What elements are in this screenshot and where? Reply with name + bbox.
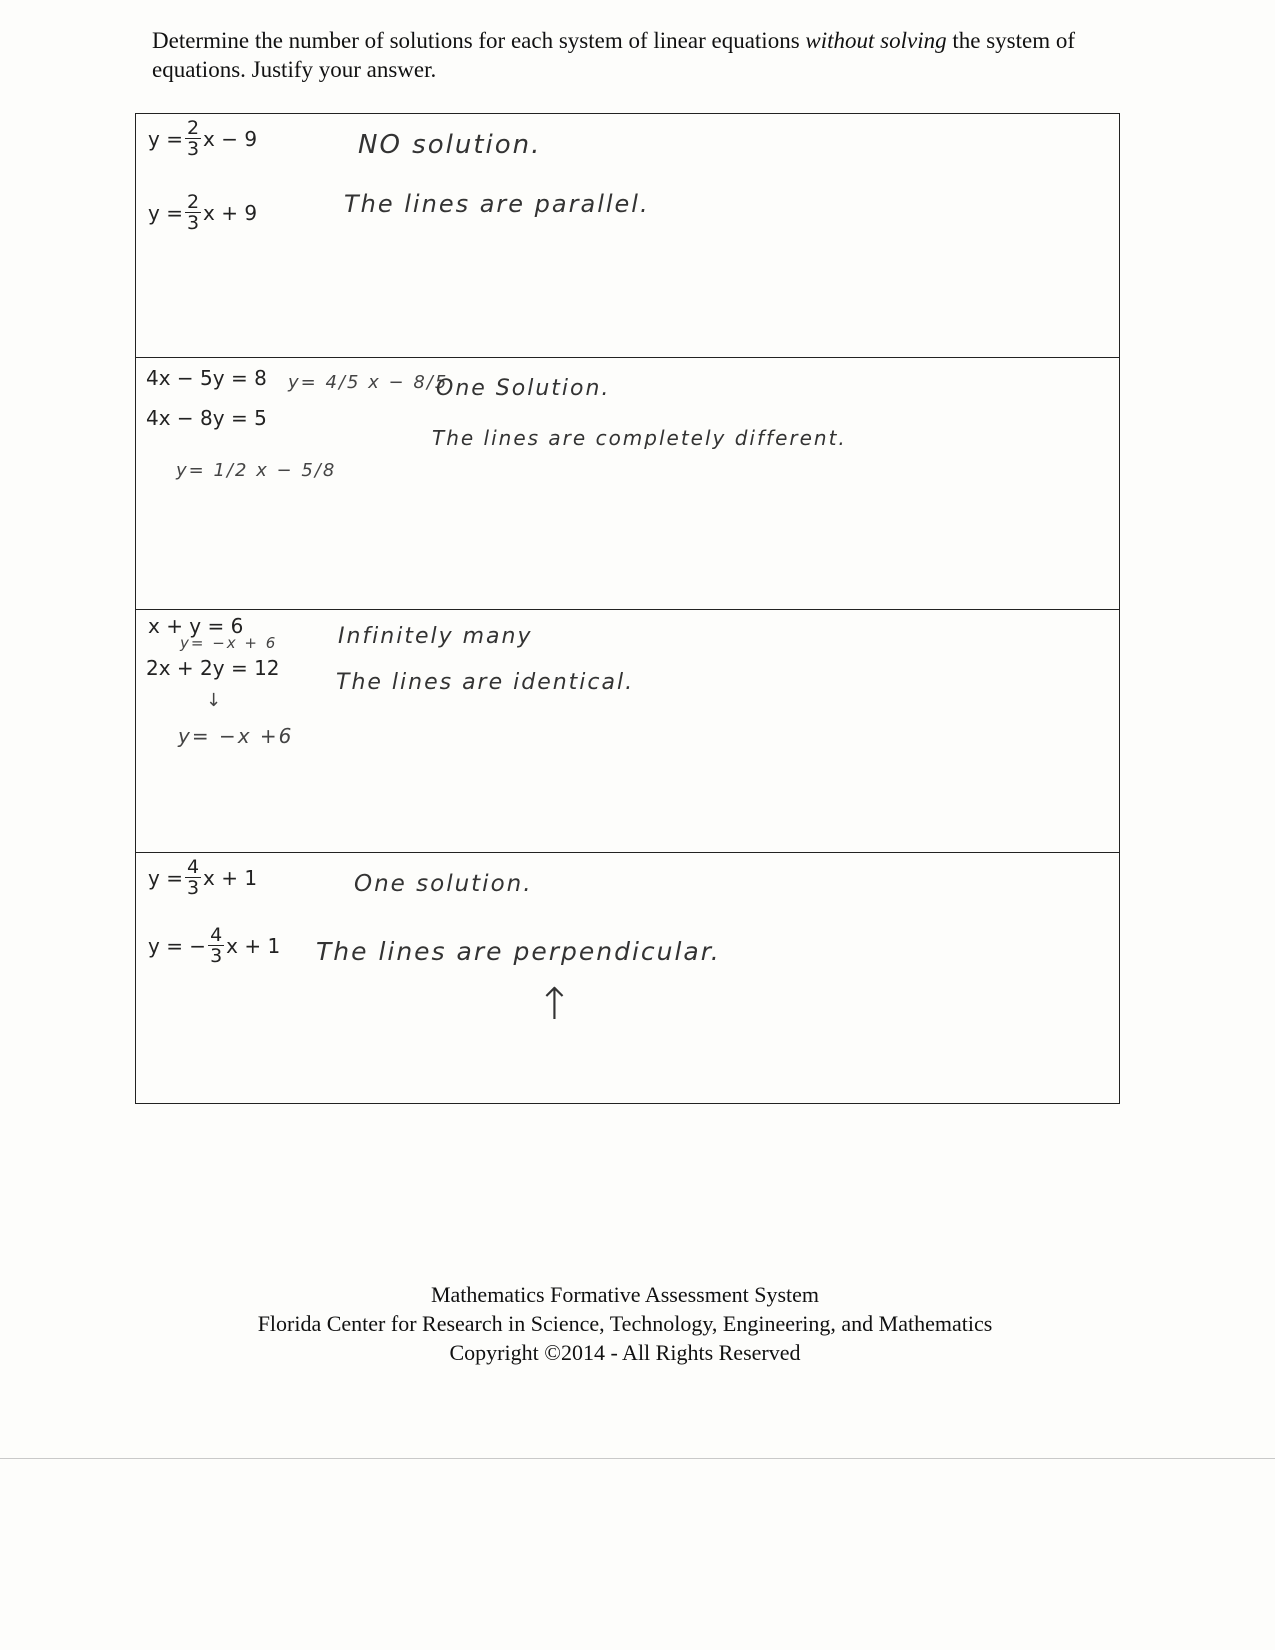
handwritten-justification-4: The lines are perpendicular. [316, 937, 721, 966]
handwritten-answer-3: Infinitely many [338, 624, 533, 649]
instructions-text-1: Determine the number of solutions for each system of linear equations [152, 28, 806, 53]
handwritten-arrow-up-4: ↑ [536, 979, 575, 1030]
footer-line-1: Mathematics Formative Assessment System [430, 1282, 820, 1307]
fraction: $\frac{4}{3}$ [186, 856, 200, 899]
problem-table [135, 113, 1120, 1104]
equation-2a: 4x − 5y = 8 [146, 366, 267, 390]
equation-3a: x + y = 6 [148, 614, 244, 638]
fraction: $\frac{2}{3}$ [186, 191, 200, 234]
equation-4a: y = $\frac{4}{3}$ x + 1 [148, 856, 258, 899]
problem-row-1 [136, 114, 1119, 357]
problem-row-4 [136, 852, 1119, 1102]
footer-line-3: Copyright ©2014 - All Rights Reserved [449, 1340, 801, 1365]
equation-2b: 4x − 8y = 5 [146, 406, 267, 430]
handwritten-answer-1: NO solution. [358, 130, 542, 160]
handwritten-answer-2: One Solution. [436, 376, 611, 401]
footer-line-2: Florida Center for Research in Science, Technology, Engineering, and Mathematics [257, 1311, 993, 1336]
handwritten-arrow-3: ↓ [206, 690, 224, 711]
fraction: $\frac{2}{3}$ [186, 117, 200, 160]
handwritten-justification-3: The lines are identical. [336, 670, 635, 695]
handwritten-work-2a: y= 4/5 x − 8/5 [288, 372, 449, 393]
fraction: $\frac{4}{3}$ [210, 924, 223, 967]
handwritten-justification-2: The lines are completely different. [432, 426, 847, 450]
equation-3b: 2x + 2y = 12 [146, 656, 280, 680]
handwritten-answer-4: One solution. [354, 871, 533, 897]
problem-row-2 [136, 357, 1119, 609]
equation-1a: y = $\frac{2}{3}$ x − 9 [148, 117, 258, 160]
handwritten-justification-1: The lines are parallel. [344, 190, 650, 218]
instructions-text-2: the system of equations. Justify your answer. [152, 28, 1076, 82]
instructions-italic: without solving [805, 28, 947, 53]
handwritten-work-3b: y= −x +6 [178, 724, 294, 748]
instructions [152, 26, 1092, 84]
problem-row-3 [136, 609, 1119, 852]
equation-1b: y = $\frac{2}{3}$ x + 9 [148, 191, 258, 234]
scan-divider-line [0, 1458, 1275, 1459]
footer [0, 1280, 1250, 1367]
handwritten-work-3a: y= −x + 6 [180, 634, 278, 652]
equation-4b: y = − $\frac{4}{3}$ x + 1 [148, 924, 281, 967]
handwritten-work-2b: y= 1/2 x − 5/8 [176, 460, 337, 481]
